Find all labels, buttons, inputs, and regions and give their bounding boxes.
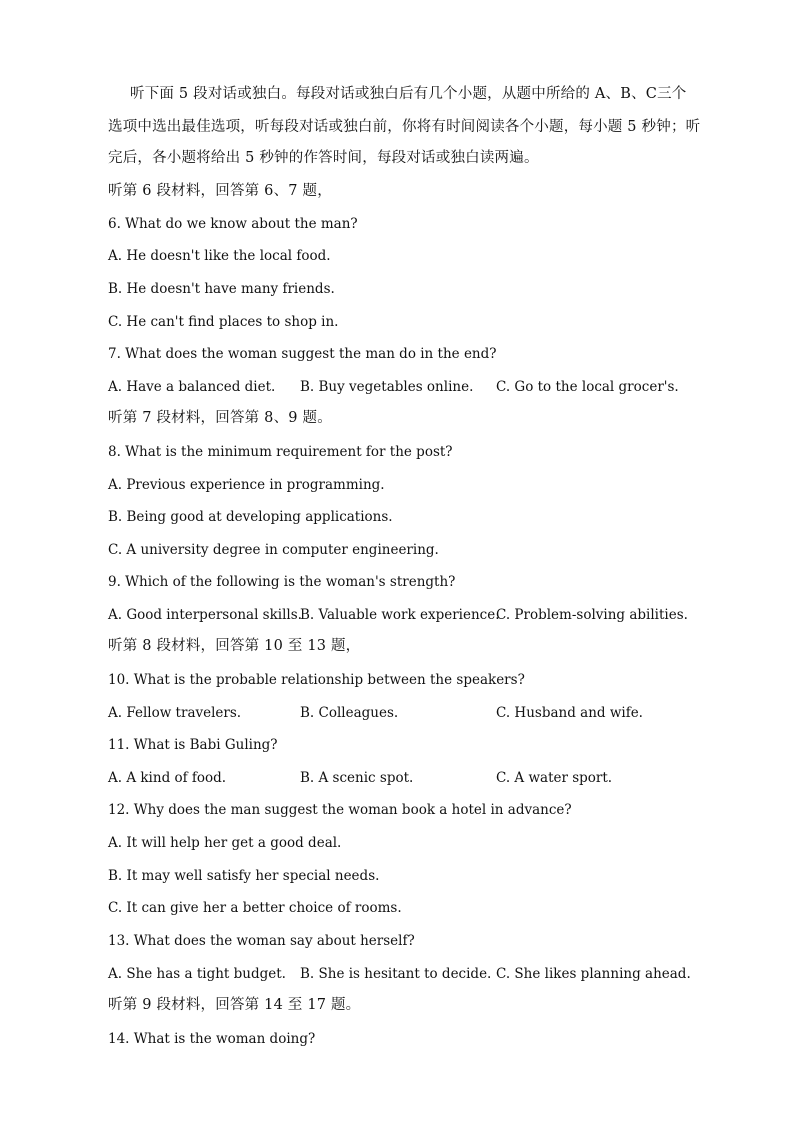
intro-line-1: 听下面 5 段对话或独白。每段对话或独白后有几个小题，从题中所给的 A、B、C三个 bbox=[130, 86, 687, 102]
question-11-option-c: C. A water sport. bbox=[496, 770, 613, 786]
question-13-option-a: A. She has a tight budget. bbox=[108, 966, 286, 982]
intro-line-3: 完后，各小题将给出 5 秒钟的作答时间，每段对话或独白读两遍。 bbox=[108, 150, 539, 166]
question-7-stem: 7. What does the woman suggest the man do in the end? bbox=[108, 346, 497, 362]
question-11-option-a: A. A kind of food. bbox=[108, 770, 227, 786]
question-7-option-a: A. Have a balanced diet. bbox=[108, 379, 276, 395]
question-12-stem: 12. Why does the man suggest the woman book a hotel in advance? bbox=[108, 802, 572, 818]
question-12-option-c: C. It can give her a better choice of rooms. bbox=[108, 900, 402, 916]
question-7-option-b: B. Buy vegetables online. bbox=[300, 379, 474, 395]
question-14-stem: 14. What is the woman doing? bbox=[108, 1031, 316, 1047]
question-12-option-a: A. It will help her get a good deal. bbox=[108, 835, 342, 851]
question-10-option-c: C. Husband and wife. bbox=[496, 705, 643, 721]
question-6-option-c: C. He can't find places to shop in. bbox=[108, 314, 339, 330]
question-9-option-b: B. Valuable work experience. bbox=[300, 607, 500, 623]
section-7-heading: 听第 7 段材料，回答第 8、9 题。 bbox=[108, 410, 332, 426]
question-13-option-c: C. She likes planning ahead. bbox=[496, 966, 691, 982]
question-11-option-b: B. A scenic spot. bbox=[300, 770, 414, 786]
question-10-option-b: B. Colleagues. bbox=[300, 705, 399, 721]
question-8-stem: 8. What is the minimum requirement for the post? bbox=[108, 444, 453, 460]
question-8-option-c: C. A university degree in computer engineering. bbox=[108, 542, 439, 558]
question-10-option-a: A. Fellow travelers. bbox=[108, 705, 242, 721]
question-7-option-c: C. Go to the local grocer's. bbox=[496, 379, 679, 395]
question-9-option-c: C. Problem-solving abilities. bbox=[496, 607, 688, 623]
question-6-option-b: B. He doesn't have many friends. bbox=[108, 281, 335, 297]
question-12-option-b: B. It may well satisfy her special needs. bbox=[108, 868, 380, 884]
question-13-stem: 13. What does the woman say about herself? bbox=[108, 933, 415, 949]
section-9-heading: 听第 9 段材料，回答第 14 至 17 题。 bbox=[108, 997, 361, 1013]
question-8-option-b: B. Being good at developing applications. bbox=[108, 509, 393, 525]
question-8-option-a: A. Previous experience in programming. bbox=[108, 477, 385, 493]
question-11-stem: 11. What is Babi Guling? bbox=[108, 737, 278, 753]
question-6-stem: 6. What do we know about the man? bbox=[108, 216, 358, 232]
question-13-option-b: B. She is hesitant to decide. bbox=[300, 966, 492, 982]
question-6-option-a: A. He doesn't like the local food. bbox=[108, 248, 331, 264]
question-9-stem: 9. Which of the following is the woman's strength? bbox=[108, 574, 456, 590]
question-9-option-a: A. Good interpersonal skills. bbox=[108, 607, 302, 623]
question-10-stem: 10. What is the probable relationship between the speakers? bbox=[108, 672, 525, 688]
section-8-heading: 听第 8 段材料，回答第 10 至 13 题， bbox=[108, 638, 361, 654]
section-6-heading: 听第 6 段材料，回答第 6、7 题， bbox=[108, 183, 332, 199]
intro-line-2: 选项中选出最佳选项，听每段对话或独白前，你将有时间阅读各个小题，每小题 5 秒钟；听 bbox=[108, 119, 701, 135]
